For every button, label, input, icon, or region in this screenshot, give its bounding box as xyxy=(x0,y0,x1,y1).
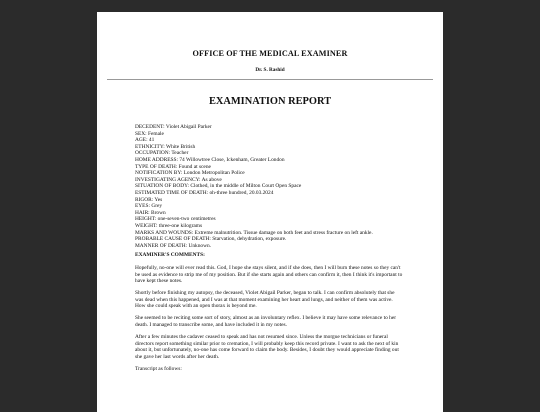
field-investigating-agency: INVESTIGATING AGENCY: As above xyxy=(135,176,222,183)
field-occupation: OCCUPATION: Teacher xyxy=(135,150,189,157)
report-title: EXAMINATION REPORT xyxy=(208,96,332,107)
report-body xyxy=(135,124,403,372)
transcript-label: Transcript as follows: xyxy=(135,365,182,372)
field-eyes: EYES: Grey xyxy=(135,203,163,210)
field-hair: HAIR: Brown xyxy=(135,209,166,216)
field-notification-by: NOTIFICATION BY: London Metropolitan Police xyxy=(135,170,245,177)
comment-paragraph: After a few minutes the cadaver ceased to speak and has not resumed since. Unless the morgue technicians or funeral directors report something similar prior to cremation, I will probably keep this record private. I want to ask the next of kin about it, but unfortunately, no-one has come forward to claim the body. Besides, I doubt they would appreciate finding out she gave her last words after her death. xyxy=(135,333,399,360)
field-situation-of-body: SITUATION OF BODY: Clothed, in the middle of Milton Court Open Space xyxy=(135,183,302,190)
report-page xyxy=(97,12,443,412)
comment-paragraph: Shortly before finishing my autopsy, the deceased, Violet Abigail Parker, began to talk. I can confirm absolutely that she was dead when this happened, and I was at that moment examining her heart and lungs, and neither of them was active. How she could speak with an open thorax is beyond me. xyxy=(135,290,395,310)
field-height: HEIGHT: one-seven-two centimetres xyxy=(135,216,216,223)
field-probable-cause: PROBABLE CAUSE OF DEATH: Starvation, dehydration, exposure. xyxy=(135,236,287,243)
field-decedent: DECEDENT: Violet Abigail Parker xyxy=(135,124,212,130)
field-weight: WEIGHT: three-one kilograms xyxy=(135,222,203,229)
comments-heading: EXAMINER'S COMMENTS: xyxy=(135,252,205,259)
office-title: OFFICE OF THE MEDICAL EXAMINER xyxy=(192,49,348,58)
field-marks-and-wounds: MARKS AND WOUNDS: Extreme malnutrition. Tissue damage on both feet and stress fracture on left ankle. xyxy=(135,229,373,236)
field-home-address: HOME ADDRESS: 74 Willowtree Close, Ickenham, Greater London xyxy=(135,156,285,163)
field-ethnicity: ETHNICITY: White British xyxy=(135,143,196,150)
field-type-of-death: TYPE OF DEATH: Found at scene xyxy=(135,163,211,170)
decedent-fields xyxy=(135,124,403,249)
field-sex: SEX: Female xyxy=(135,130,164,137)
field-estimated-time-of-death: ESTIMATED TIME OF DEATH: oh-three hundred, 20.03.2024 xyxy=(135,189,274,196)
header-divider xyxy=(107,79,433,80)
examiner-name: Dr. S. Rashid xyxy=(255,67,285,73)
field-rigor: RIGOR: Yes xyxy=(135,196,163,203)
comment-paragraph: Hopefully, no-one will ever read this. God, I hope she stays silent, and if she does, then I will burn these notes so they can't be used as evidence to strip me of my position. But if she starts again and others can confirm it, then I think it's important to have kept these notes. xyxy=(135,265,403,285)
comment-paragraph: She seemed to be reciting some sort of story, almost as an involuntary reflex. I believe it may have some relevance to her death. I managed to transcribe some, and have included it in my notes. xyxy=(135,315,397,328)
field-manner-of-death: MANNER OF DEATH: Unknown. xyxy=(135,242,212,249)
field-age: AGE: 41 xyxy=(135,137,155,144)
